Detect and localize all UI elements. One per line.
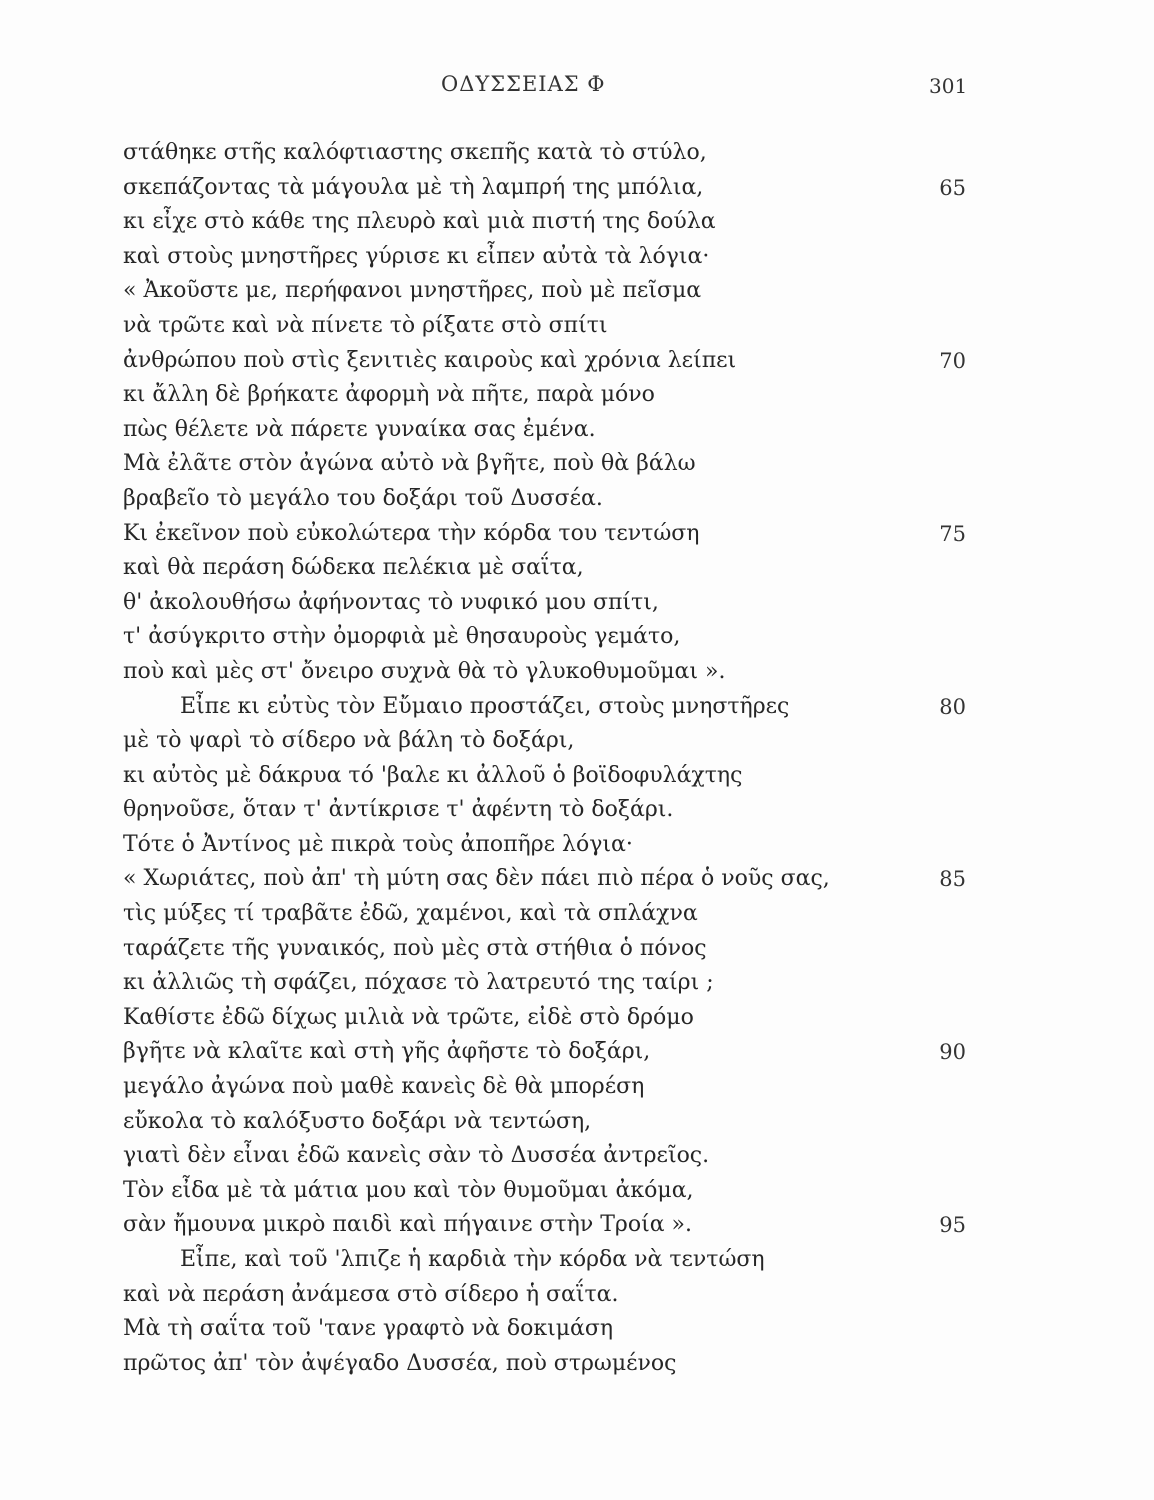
verse-text: βγῆτε νὰ κλαῖτε καὶ στὴ γῆς ἀφῆστε τὸ δοξάρι,	[123, 1039, 651, 1065]
verse-text: νὰ τρῶτε καὶ νὰ πίνετε τὸ ρίξατε στὸ σπίτι	[123, 312, 608, 338]
verse-line	[123, 690, 983, 725]
verse-line	[123, 413, 983, 448]
verse-line	[123, 655, 983, 690]
page-number: 301	[929, 74, 968, 98]
verse-text: Μὰ ἐλᾶτε στὸν ἀγώνα αὐτὸ νὰ βγῆτε, ποὺ θὰ βάλω	[123, 451, 696, 477]
verse-text: ταράζετε τῆς γυναικός, ποὺ μὲς στὰ στήθια ὁ πόνος	[123, 935, 707, 961]
verse-line	[123, 1347, 983, 1382]
verse-text: τ' ἀσύγκριτο στὴν ὀμορφιὰ μὲ θησαυροὺς γεμάτο,	[123, 624, 681, 650]
verse-line	[123, 793, 983, 828]
verse-text: « Ἀκοῦστε με, περήφανοι μνηστῆρες, ποὺ μὲ πεῖσμα	[123, 278, 702, 304]
verse-text: Τότε ὁ Ἀντίνος μὲ πικρὰ τοὺς ἀποπῆρε λόγια·	[123, 831, 633, 857]
verse-text: γιατὶ δὲν εἶναι ἐδῶ κανεὶς σὰν τὸ Δυσσέα ἀντρεῖος.	[123, 1143, 710, 1169]
verse-text: καὶ στοὺς μνηστῆρες γύρισε κι εἶπεν αὐτὰ τὰ λόγια·	[123, 243, 710, 269]
verse-text: τὶς μύξες τί τραβᾶτε ἐδῶ, χαμένοι, καὶ τὰ σπλάχνα	[123, 901, 698, 927]
verse-text: Τὸν εἶδα μὲ τὰ μάτια μου καὶ τὸν θυμοῦμαι ἀκόμα,	[123, 1177, 694, 1203]
verse-block	[123, 136, 983, 1381]
verse-line	[123, 1278, 983, 1313]
verse-text: κι ἄλλη δὲ βρήκατε ἀφορμὴ νὰ πῆτε, παρὰ μόνο	[123, 382, 655, 408]
verse-line	[123, 482, 983, 517]
verse-line	[123, 1174, 983, 1209]
verse-line	[123, 205, 983, 240]
verse-line	[123, 828, 983, 863]
verse-text: μὲ τὸ ψαρὶ τὸ σίδερο νὰ βάλη τὸ δοξάρι,	[123, 728, 575, 754]
verse-line	[123, 447, 983, 482]
verse-text: Μὰ τὴ σαΐτα τοῦ 'τανε γραφτὸ νὰ δοκιμάση	[123, 1316, 614, 1342]
verse-line	[123, 1312, 983, 1347]
verse-text: σκεπάζοντας τὰ μάγουλα μὲ τὴ λαμπρή της μπόλια,	[123, 174, 704, 200]
verse-line	[123, 344, 983, 379]
verse-text: σὰν ἤμουνα μικρὸ παιδὶ καὶ πήγαινε στὴν Τροία ».	[123, 1212, 692, 1238]
running-head: ΟΔΥΣΣΕΙΑΣ Φ	[441, 72, 606, 96]
verse-text: ἀνθρώπου ποὺ στὶς ξενιτιὲς καιροὺς καὶ χρόνια λείπει	[123, 347, 737, 373]
verse-line	[123, 517, 983, 552]
verse-line	[123, 1105, 983, 1140]
verse-text: ποὺ καὶ μὲς στ' ὄνειρο συχνὰ θὰ τὸ γλυκοθυμοῦμαι ».	[123, 658, 726, 684]
line-number: 75	[939, 521, 966, 546]
verse-text: εὔκολα τὸ καλόξυστο δοξάρι νὰ τεντώση,	[123, 1108, 592, 1134]
verse-line	[123, 862, 983, 897]
verse-line	[123, 136, 983, 171]
verse-line	[123, 274, 983, 309]
verse-text: μεγάλο ἀγώνα ποὺ μαθὲ κανεὶς δὲ θὰ μπορέση	[123, 1074, 645, 1100]
verse-text: θ' ἀκολουθήσω ἀφήνοντας τὸ νυφικό μου σπίτι,	[123, 589, 659, 615]
verse-line	[123, 551, 983, 586]
verse-text: πὼς θέλετε νὰ πάρετε γυναίκα σας ἐμένα.	[123, 416, 596, 442]
verse-line	[123, 620, 983, 655]
verse-line	[123, 932, 983, 967]
line-number: 95	[939, 1213, 966, 1238]
verse-line	[123, 759, 983, 794]
verse-line	[123, 1208, 983, 1243]
verse-line	[123, 1243, 983, 1278]
verse-line	[123, 897, 983, 932]
line-number: 80	[939, 694, 966, 719]
verse-line	[123, 1139, 983, 1174]
verse-text: καὶ νὰ περάση ἀνάμεσα στὸ σίδερο ἡ σαΐτα.	[123, 1281, 619, 1307]
verse-line	[123, 171, 983, 206]
verse-line	[123, 1035, 983, 1070]
verse-text: Εἶπε, καὶ τοῦ 'λπιζε ἡ καρδιὰ τὴν κόρδα νὰ τεντώση	[180, 1247, 765, 1272]
verse-text: θρηνοῦσε, ὅταν τ' ἀντίκρισε τ' ἀφέντη τὸ δοξάρι.	[123, 797, 674, 823]
verse-text: καὶ θὰ περάση δώδεκα πελέκια μὲ σαΐτα,	[123, 555, 584, 581]
verse-text: στάθηκε στῆς καλόφτιαστης σκεπῆς κατὰ τὸ στύλο,	[123, 140, 707, 165]
verse-line	[123, 966, 983, 1001]
verse-text: πρῶτος ἀπ' τὸν ἀψέγαδο Δυσσέα, ποὺ στρωμένος	[123, 1350, 677, 1376]
verse-text: Εἶπε κι εὐτὺς τὸν Εὔμαιο προστάζει, στοὺς μνηστῆρες	[180, 693, 790, 719]
verse-text: κι ἀλλιῶς τὴ σφάζει, πόχασε τὸ λατρευτό της ταίρι ;	[123, 970, 714, 996]
line-number: 85	[939, 867, 966, 892]
verse-line	[123, 1070, 983, 1105]
verse-text: κι αὐτὸς μὲ δάκρυα τό 'βαλε κι ἀλλοῦ ὁ βοϊδοφυλάχτης	[123, 762, 743, 788]
verse-line	[123, 724, 983, 759]
verse-line	[123, 1001, 983, 1036]
line-number: 90	[939, 1040, 966, 1065]
verse-text: « Χωριάτες, ποὺ ἀπ' τὴ μύτη σας δὲν πάει πιὸ πέρα ὁ νοῦς σας,	[123, 866, 830, 892]
verse-line	[123, 309, 983, 344]
line-number: 70	[939, 348, 966, 373]
line-number: 65	[939, 175, 966, 200]
verse-text: βραβεῖο τὸ μεγάλο του δοξάρι τοῦ Δυσσέα.	[123, 485, 603, 511]
verse-line	[123, 240, 983, 275]
verse-line	[123, 586, 983, 621]
verse-text: κι εἶχε στὸ κάθε της πλευρὸ καὶ μιὰ πιστή της δούλα	[123, 209, 716, 235]
verse-text: Κι ἐκεῖνον ποὺ εὐκολώτερα τὴν κόρδα του τεντώση	[123, 520, 700, 546]
verse-line	[123, 378, 983, 413]
verse-text: Καθίστε ἐδῶ δίχως μιλιὰ νὰ τρῶτε, εἰδὲ στὸ δρόμο	[123, 1004, 694, 1030]
